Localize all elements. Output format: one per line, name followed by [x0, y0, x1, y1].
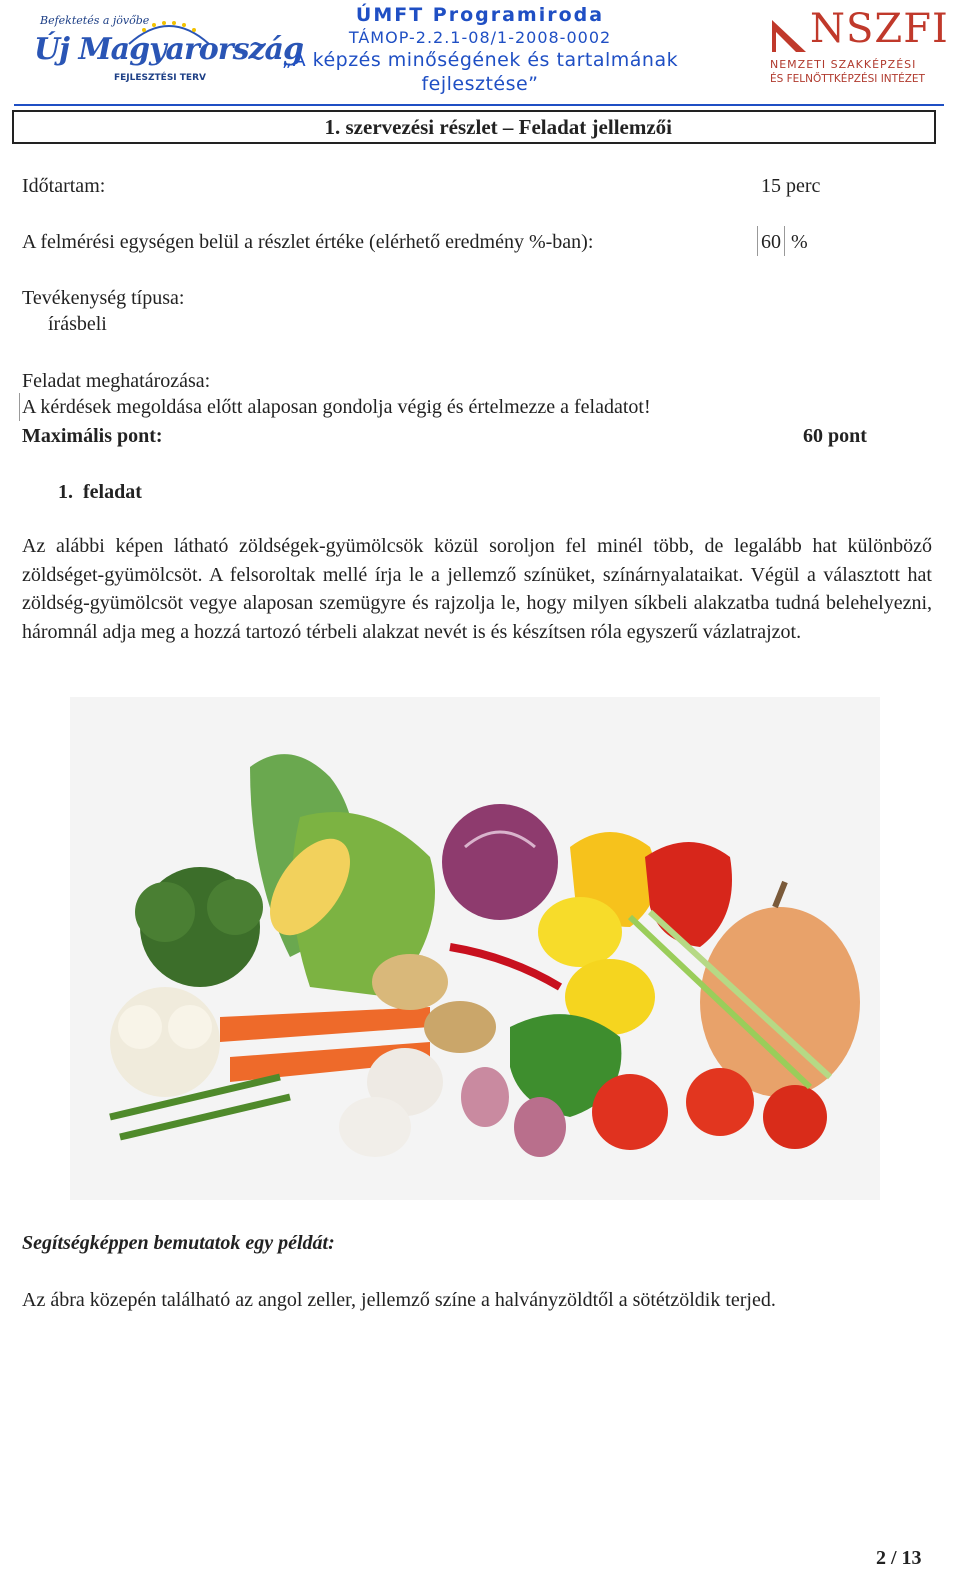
- project-title-line1: „A képzés minőségének és tartalmának: [281, 49, 679, 71]
- logo-subtitle: FEJLESZTÉSI TERV: [114, 73, 206, 83]
- nszfi-name: NSZFI: [810, 6, 949, 52]
- help-heading: Segítségképpen bemutatok egy példát:: [22, 1232, 335, 1254]
- nszfi-mark-icon: [770, 14, 808, 54]
- share-value: 60: [761, 231, 781, 253]
- potato: [372, 954, 448, 1010]
- shallot-2: [514, 1097, 566, 1157]
- share-label: A felmérési egységen belül a részlet értéke (elérhető eredmény %-ban):: [22, 231, 594, 253]
- program-office: ÚMFT Programiroda: [355, 4, 605, 26]
- max-points-label: Maximális pont:: [22, 425, 163, 447]
- red-cabbage: [442, 804, 558, 920]
- nszfi-line1: NEMZETI SZAKKÉPZÉSI: [770, 58, 917, 71]
- program-code: TÁMOP-2.2.1-08/1-2008-0002: [348, 28, 612, 47]
- activity-label: Tevékenység típusa:: [22, 287, 185, 309]
- uj-magyarorszag-logo: [22, 10, 303, 95]
- task-paragraph: Az alábbi képen látható zöldségek-gyümölcsök közül soroljon fel minél több, de legalább hat különböző zöldséget-gyümölcsöt. A felsoroltak mellé írja le a jellemző színüket, színárnyalataikat. Végül a választott hat zöldség-gyümölcsöt vegye alaposan szemügyre és rajzolja le, hogy milyen síkbeli alakzatba tudná belehelyezni, háromnál adja meg a hozzá tartozó térbeli alakzat nevét is és készítsen róla egyszerű vázlatrajzot.: [22, 535, 932, 643]
- section-title: 1. szervezési részlet – Feladat jellemzői: [12, 110, 936, 144]
- tomato-3: [763, 1085, 827, 1149]
- definition-marker: [19, 393, 20, 421]
- nszfi-logo: [770, 6, 949, 92]
- definition-text: A kérdések megoldása előtt alaposan gondolja végig és értelmezze a feladatot!: [22, 396, 651, 418]
- example-text: Az ábra közepén található az angol zeller, jellemző színe a halványzöldtől a sötétzöldik terjed.: [22, 1289, 776, 1311]
- nszfi-line2: ÉS FELNŐTTKÉPZÉSI INTÉZET: [770, 73, 925, 85]
- vegetables-photo: [70, 697, 880, 1200]
- garlic-2: [339, 1097, 411, 1157]
- share-unit: %: [791, 231, 808, 253]
- activity-value: írásbeli: [48, 313, 107, 335]
- duration-label: Időtartam:: [22, 175, 106, 197]
- duration-value: 15 perc: [761, 175, 821, 197]
- definition-label: Feladat meghatározása:: [22, 370, 211, 392]
- program-header: [230, 4, 730, 96]
- logo-tagline: Befektetés a jövőbe: [40, 14, 150, 27]
- project-title-line2: fejlesztése”: [421, 73, 539, 95]
- logo-name: Új Magyarország: [34, 32, 303, 67]
- tomato-2: [686, 1068, 754, 1136]
- tomato: [592, 1074, 668, 1150]
- share-value-box: [757, 226, 785, 256]
- max-points-value: 60 pont: [803, 425, 867, 447]
- shallot: [461, 1067, 509, 1127]
- lemon: [538, 897, 622, 967]
- potato-2: [424, 1001, 496, 1053]
- page-number: 2 / 13: [876, 1547, 922, 1569]
- task-heading: 1. feladat: [58, 481, 142, 503]
- header-divider: [14, 104, 944, 106]
